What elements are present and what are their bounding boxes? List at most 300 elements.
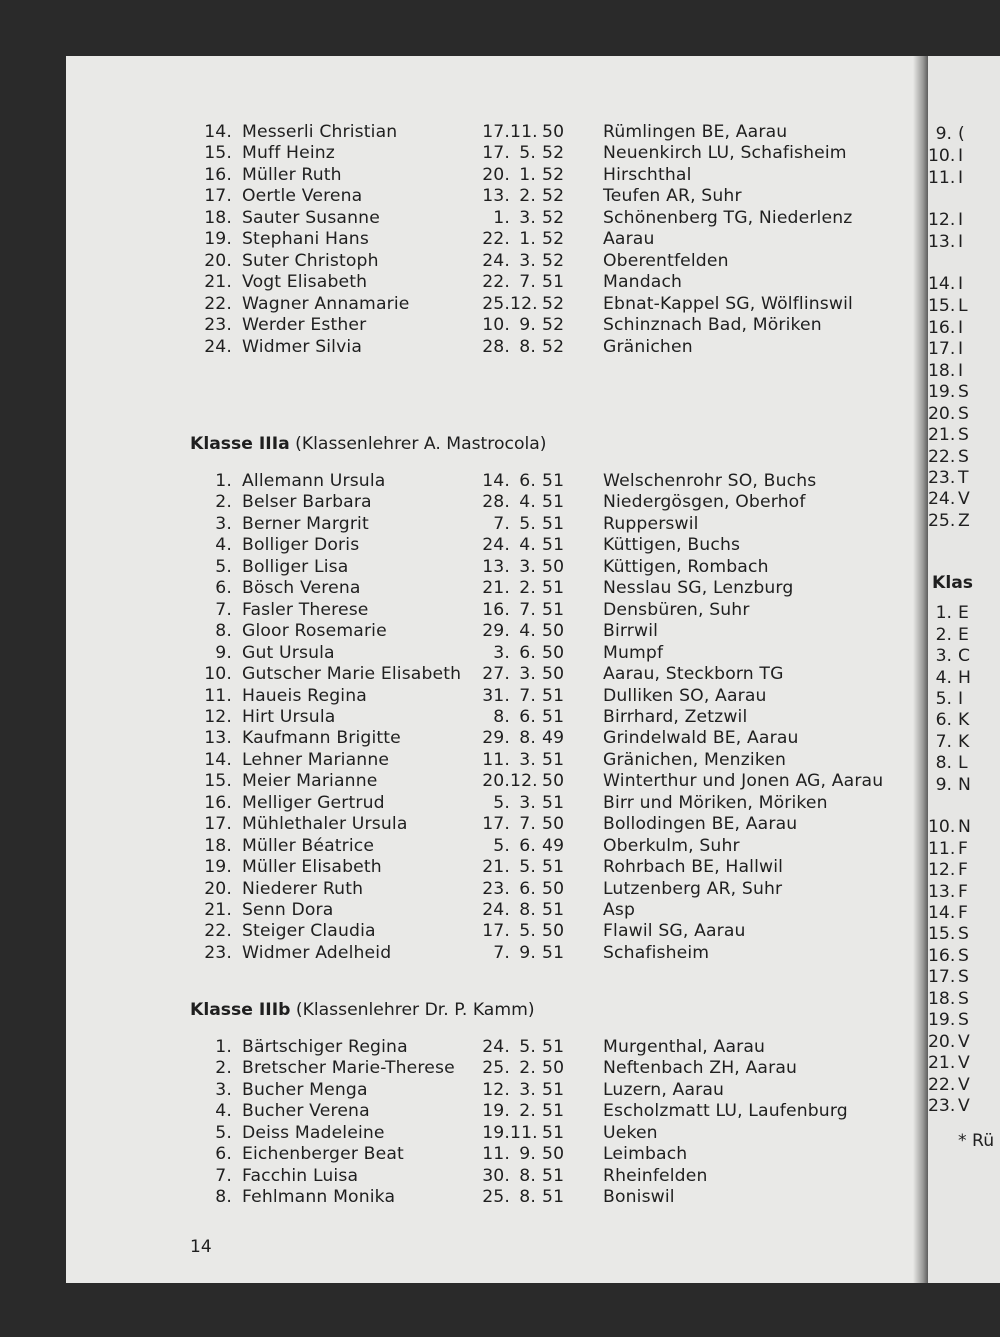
entry-number: 19. — [204, 229, 232, 250]
right-entry-number: 1. — [935, 603, 952, 623]
entry-name: Fehlmann Monika — [242, 1187, 396, 1208]
list-item — [190, 920, 922, 942]
entry-birth-day: 12. — [482, 1079, 510, 1100]
right-entry-number: 10. — [928, 817, 956, 837]
entry-number: 12. — [204, 706, 232, 727]
entry-name: Oertle Verena — [242, 186, 363, 207]
entry-birth-year: 51 — [542, 599, 565, 620]
entry-birth-year: 50 — [542, 771, 565, 792]
entry-birth-month: 9. — [519, 315, 536, 336]
entry-place: Boniswil — [603, 1187, 675, 1208]
entry-number: 16. — [204, 164, 232, 185]
entry-birth-month: 3. — [519, 1079, 536, 1100]
entry-number: 19. — [204, 857, 232, 878]
entry-number: 22. — [204, 293, 232, 314]
entry-place: Niedergösgen, Oberhof — [603, 492, 806, 513]
right-entry-text: V — [958, 1053, 970, 1073]
right-entry-text: S — [958, 404, 969, 424]
entry-birth-day: 24. — [482, 1037, 510, 1057]
entry-place: Aarau — [603, 229, 655, 250]
list-item — [190, 314, 922, 336]
right-entry-text: I — [958, 210, 964, 230]
entry-place: Lutzenberg AR, Suhr — [603, 878, 783, 899]
entry-place: Schönenberg TG, Niederlenz — [603, 207, 853, 228]
entry-name: Senn Dora — [242, 900, 334, 920]
entry-birth-day: 1. — [493, 207, 510, 228]
list-item — [190, 491, 922, 513]
entry-birth-year: 50 — [542, 878, 565, 899]
entry-birth-day: 23. — [482, 878, 510, 899]
entry-birth-day: 17. — [482, 143, 510, 164]
entry-birth-month: 3. — [519, 664, 536, 685]
list-item — [190, 185, 922, 207]
entry-birth-month: 3. — [519, 749, 536, 770]
entry-name: Muff Heinz — [242, 143, 335, 164]
list-item — [190, 770, 922, 792]
entry-birth-year: 51 — [542, 1122, 565, 1143]
class-heading-teacher: (Klassenlehrer A. Mastrocola) — [289, 434, 547, 454]
entry-birth-day: 22. — [482, 229, 510, 250]
right-page-fragment — [928, 56, 1000, 1283]
entry-birth-day: 20. — [482, 771, 510, 792]
entry-birth-year: 52 — [542, 293, 565, 314]
entry-birth-day: 7. — [493, 513, 510, 534]
class-heading — [190, 433, 546, 455]
right-entry-number: 20. — [928, 1032, 956, 1052]
entry-number: 22. — [204, 921, 232, 942]
entry-place: Bollodingen BE, Aarau — [603, 814, 798, 835]
right-entry-number: 12. — [928, 860, 956, 880]
right-entry-number: 20. — [928, 404, 956, 424]
entry-number: 21. — [204, 272, 232, 293]
entry-place: Ebnat-Kappel SG, Wölflinswil — [603, 293, 853, 314]
entry-name: Werder Esther — [242, 315, 367, 336]
entry-birth-month: 6. — [519, 835, 536, 856]
right-entry-number: 12. — [928, 210, 956, 230]
right-entry-number: 17. — [928, 339, 956, 359]
entry-birth-year: 51 — [542, 900, 565, 920]
entry-place: Oberkulm, Suhr — [603, 835, 740, 856]
entry-place: Oberentfelden — [603, 250, 729, 271]
entry-place: Neuenkirch LU, Schafisheim — [603, 143, 847, 164]
right-entry-text: F — [958, 860, 968, 880]
entry-birth-day: 28. — [482, 492, 510, 513]
entry-birth-year: 52 — [542, 229, 565, 250]
entry-birth-year: 51 — [542, 685, 565, 706]
entry-birth-day: 14. — [482, 471, 510, 491]
class-heading-title: Klasse IIIa — [190, 434, 290, 454]
entry-name: Sauter Susanne — [242, 207, 380, 228]
entry-name: Wagner Annamarie — [242, 293, 410, 314]
entry-birth-month: 3. — [519, 556, 536, 577]
right-entry-text: I — [958, 232, 964, 252]
entry-birth-year: 51 — [542, 471, 565, 491]
entry-place: Flawil SG, Aarau — [603, 921, 746, 942]
entry-place: Schinznach Bad, Möriken — [603, 315, 822, 336]
entry-birth-month: 5. — [519, 857, 536, 878]
entry-name: Bolliger Lisa — [242, 556, 349, 577]
entry-birth-month: 3. — [519, 250, 536, 271]
entry-birth-day: 13. — [482, 556, 510, 577]
entry-place: Rupperswil — [603, 513, 699, 534]
entry-birth-year: 52 — [542, 164, 565, 185]
right-entry-text: F — [958, 839, 968, 859]
entry-birth-day: 5. — [493, 835, 510, 856]
entry-birth-day: 29. — [482, 621, 510, 642]
entry-place: Küttigen, Buchs — [603, 535, 741, 556]
entry-number: 8. — [215, 621, 232, 642]
right-entry-text: V — [958, 1075, 970, 1095]
entry-place: Mandach — [603, 272, 683, 293]
right-entry-number: 4. — [935, 668, 952, 688]
entry-name: Gut Ursula — [242, 642, 335, 663]
entry-place: Teufen AR, Suhr — [603, 186, 742, 207]
entry-birth-month: 3. — [519, 792, 536, 813]
entry-number: 7. — [215, 1165, 232, 1186]
entry-birth-year: 50 — [542, 556, 565, 577]
left-page — [66, 56, 922, 1283]
entry-number: 8. — [215, 1187, 232, 1208]
right-entry-number: 16. — [928, 946, 956, 966]
entry-birth-day: 28. — [482, 336, 510, 357]
entry-birth-year: 51 — [542, 1165, 565, 1186]
entry-name: Deiss Madeleine — [242, 1122, 385, 1143]
list-item — [190, 899, 922, 921]
entry-birth-year: 49 — [542, 835, 565, 856]
entry-name: Berner Margrit — [242, 513, 369, 534]
list-item — [190, 250, 922, 272]
entry-number: 6. — [215, 1144, 232, 1165]
list-item — [190, 513, 922, 535]
entry-place: Schafisheim — [603, 942, 710, 963]
right-entry-number: 14. — [928, 903, 956, 923]
list-item — [190, 293, 922, 315]
entry-birth-month: 2. — [519, 186, 536, 207]
entry-birth-year: 52 — [542, 143, 565, 164]
entry-birth-month: 6. — [519, 471, 536, 491]
entry-name: Widmer Silvia — [242, 336, 363, 357]
entry-name: Bucher Menga — [242, 1079, 368, 1100]
right-entry-text: S — [958, 1010, 969, 1030]
right-entry-number: 19. — [928, 1010, 956, 1030]
list-item — [190, 121, 922, 143]
entry-birth-month: 2. — [519, 1058, 536, 1079]
entry-birth-year: 52 — [542, 186, 565, 207]
entry-name: Haueis Regina — [242, 685, 367, 706]
right-entry-text: S — [958, 425, 969, 445]
entry-birth-year: 50 — [542, 642, 565, 663]
entry-birth-year: 51 — [542, 857, 565, 878]
list-item — [190, 577, 922, 599]
right-entry-number: 8. — [935, 753, 952, 773]
entry-name: Bösch Verena — [242, 578, 361, 599]
entry-birth-month: 7. — [519, 814, 536, 835]
entry-birth-year: 50 — [542, 621, 565, 642]
entry-place: Densbüren, Suhr — [603, 599, 750, 620]
entry-name: Müller Ruth — [242, 164, 342, 185]
entry-place: Winterthur und Jonen AG, Aarau — [603, 771, 884, 792]
entry-name: Mühlethaler Ursula — [242, 814, 408, 835]
entry-birth-year: 51 — [542, 513, 565, 534]
entry-birth-year: 51 — [542, 1187, 565, 1208]
entry-number: 3. — [215, 1079, 232, 1100]
entry-birth-year: 51 — [542, 1037, 565, 1057]
right-entry-text: I — [958, 361, 964, 381]
entry-birth-year: 51 — [542, 272, 565, 293]
entry-name: Niederer Ruth — [242, 878, 364, 899]
entry-birth-month: 12. — [510, 771, 538, 792]
right-entry-number: 25. — [928, 511, 956, 531]
list-item — [190, 727, 922, 749]
entry-name: Allemann Ursula — [242, 471, 386, 491]
entry-place: Hirschthal — [603, 164, 692, 185]
entry-birth-month: 1. — [519, 229, 536, 250]
right-entry-number: 16. — [928, 318, 956, 338]
entry-birth-day: 13. — [482, 186, 510, 207]
list-item — [190, 228, 922, 250]
right-entry-number: 24. — [928, 489, 956, 509]
entry-name: Kaufmann Brigitte — [242, 728, 401, 749]
list-item — [190, 1057, 922, 1079]
entry-birth-day: 22. — [482, 272, 510, 293]
entry-birth-day: 24. — [482, 535, 510, 556]
entry-name: Hirt Ursula — [242, 706, 336, 727]
entry-number: 20. — [204, 250, 232, 271]
entry-number: 1. — [215, 1037, 232, 1057]
entry-birth-month: 5. — [519, 921, 536, 942]
entry-birth-month: 9. — [519, 942, 536, 963]
entry-name: Vogt Elisabeth — [242, 272, 368, 293]
entry-birth-month: 4. — [519, 535, 536, 556]
entry-birth-year: 50 — [542, 814, 565, 835]
entry-place: Asp — [603, 900, 636, 920]
entry-birth-day: 30. — [482, 1165, 510, 1186]
entry-birth-year: 51 — [542, 792, 565, 813]
entry-name: Müller Béatrice — [242, 835, 375, 856]
entry-name: Messerli Christian — [242, 122, 398, 142]
right-entry-text: V — [958, 1032, 970, 1052]
entry-birth-day: 8. — [493, 706, 510, 727]
entry-birth-day: 20. — [482, 164, 510, 185]
list-item — [190, 556, 922, 578]
right-entry-text: K — [958, 732, 970, 752]
right-class-heading: Klas — [932, 573, 974, 593]
entry-number: 10. — [204, 664, 232, 685]
right-entry-text: F — [958, 882, 968, 902]
entry-birth-day: 17. — [482, 921, 510, 942]
entry-name: Meier Marianne — [242, 771, 378, 792]
entry-birth-day: 31. — [482, 685, 510, 706]
right-entry-number: 22. — [928, 447, 956, 467]
entry-birth-year: 51 — [542, 1101, 565, 1122]
right-entry-number: 23. — [928, 1096, 956, 1116]
entry-birth-month: 7. — [519, 685, 536, 706]
entry-birth-month: 5. — [519, 1037, 536, 1057]
list-item — [190, 207, 922, 229]
right-entry-text: I — [958, 168, 964, 188]
entry-name: Gloor Rosemarie — [242, 621, 387, 642]
entry-name: Gutscher Marie Elisabeth — [242, 664, 462, 685]
list-item — [190, 856, 922, 878]
entry-number: 18. — [204, 835, 232, 856]
entry-number: 2. — [215, 1058, 232, 1079]
entry-birth-month: 1. — [519, 164, 536, 185]
entry-birth-month: 2. — [519, 578, 536, 599]
list-item — [190, 271, 922, 293]
entry-birth-day: 25. — [482, 1187, 510, 1208]
list-item — [190, 642, 922, 664]
right-entry-number: 15. — [928, 924, 956, 944]
entry-birth-year: 51 — [542, 749, 565, 770]
entry-birth-month: 3. — [519, 207, 536, 228]
entry-birth-month: 11. — [510, 122, 538, 142]
entry-name: Müller Elisabeth — [242, 857, 382, 878]
entry-number: 15. — [204, 771, 232, 792]
entry-number: 1. — [215, 471, 232, 491]
entry-number: 21. — [204, 900, 232, 920]
entry-birth-month: 6. — [519, 878, 536, 899]
right-entry-text: E — [958, 625, 969, 645]
entry-name: Bretscher Marie-Therese — [242, 1058, 455, 1079]
right-entry-text: S — [958, 967, 969, 987]
entry-name: Steiger Claudia — [242, 921, 376, 942]
entry-birth-day: 17. — [482, 122, 510, 142]
entry-place: Neftenbach ZH, Aarau — [603, 1058, 798, 1079]
entry-number: 14. — [204, 122, 232, 142]
entry-birth-year: 50 — [542, 921, 565, 942]
right-entry-text: I — [958, 274, 964, 294]
entry-birth-year: 52 — [542, 336, 565, 357]
right-entry-number: 14. — [928, 274, 956, 294]
entry-birth-year: 51 — [542, 706, 565, 727]
entry-place: Luzern, Aarau — [603, 1079, 725, 1100]
entry-number: 3. — [215, 513, 232, 534]
right-entry-number: 7. — [935, 732, 952, 752]
entry-birth-day: 21. — [482, 857, 510, 878]
entry-number: 9. — [215, 642, 232, 663]
entry-birth-year: 50 — [542, 1058, 565, 1079]
right-entry-text: S — [958, 946, 969, 966]
right-entry-text: C — [958, 646, 971, 666]
entry-birth-year: 51 — [542, 1079, 565, 1100]
entry-birth-month: 11. — [510, 1122, 538, 1143]
entry-number: 23. — [204, 942, 232, 963]
entry-birth-month: 4. — [519, 621, 536, 642]
list-item — [190, 470, 922, 492]
entry-birth-month: 7. — [519, 272, 536, 293]
entry-name: Eichenberger Beat — [242, 1144, 404, 1165]
entry-birth-year: 52 — [542, 207, 565, 228]
entry-birth-year: 51 — [542, 578, 565, 599]
entry-birth-day: 24. — [482, 250, 510, 271]
list-item — [190, 620, 922, 642]
list-item — [190, 336, 922, 358]
list-item — [190, 1143, 922, 1165]
right-entry-number: 9. — [935, 124, 952, 144]
entry-birth-day: 7. — [493, 942, 510, 963]
right-entry-number: 10. — [928, 146, 956, 166]
entry-birth-day: 19. — [482, 1101, 510, 1122]
entry-place: Escholzmatt LU, Laufenburg — [603, 1101, 848, 1122]
entry-place: Birrhard, Zetzwil — [603, 706, 748, 727]
right-entry-text: F — [958, 903, 968, 923]
entry-birth-month: 9. — [519, 1144, 536, 1165]
right-entry-number: 3. — [935, 646, 952, 666]
entry-birth-month: 4. — [519, 492, 536, 513]
entry-place: Aarau, Steckborn TG — [603, 664, 784, 685]
entry-birth-day: 25. — [482, 1058, 510, 1079]
entry-birth-day: 11. — [482, 749, 510, 770]
entry-birth-day: 24. — [482, 900, 510, 920]
entry-birth-year: 52 — [542, 250, 565, 271]
entry-number: 15. — [204, 143, 232, 164]
list-item — [190, 706, 922, 728]
entry-place: Rohrbach BE, Hallwil — [603, 857, 784, 878]
right-entry-number: 6. — [935, 710, 952, 730]
entry-birth-day: 16. — [482, 599, 510, 620]
entry-number: 16. — [204, 792, 232, 813]
right-entry-text: L — [958, 753, 968, 773]
entry-birth-day: 17. — [482, 814, 510, 835]
right-footnote: * Rü — [958, 1131, 995, 1151]
right-entry-number: 11. — [928, 839, 956, 859]
right-entry-text: V — [958, 489, 970, 509]
entry-number: 24. — [204, 336, 232, 357]
entry-place: Nesslau SG, Lenzburg — [603, 578, 794, 599]
list-item — [190, 599, 922, 621]
entry-birth-year: 51 — [542, 942, 565, 963]
right-entry-text: I — [958, 339, 964, 359]
list-item — [190, 1186, 922, 1208]
entry-birth-month: 2. — [519, 1101, 536, 1122]
right-entry-text: ( — [958, 124, 965, 144]
right-entry-text: S — [958, 447, 969, 467]
entry-place: Birrwil — [603, 621, 659, 642]
list-item — [190, 164, 922, 186]
student-list — [190, 56, 922, 1283]
entry-number: 13. — [204, 728, 232, 749]
right-entry-number: 15. — [928, 296, 956, 316]
list-item — [190, 1036, 922, 1058]
entry-number: 14. — [204, 749, 232, 770]
entry-birth-month: 8. — [519, 728, 536, 749]
entry-birth-month: 5. — [519, 143, 536, 164]
entry-place: Gränichen — [603, 336, 693, 357]
entry-birth-day: 19. — [482, 1122, 510, 1143]
right-entry-text: T — [958, 468, 969, 488]
right-entry-text: E — [958, 603, 969, 623]
right-entry-text: V — [958, 1096, 970, 1116]
right-entry-text: N — [958, 817, 971, 837]
right-entry-number: 18. — [928, 361, 956, 381]
right-entry-number: 11. — [928, 168, 956, 188]
entry-number: 18. — [204, 207, 232, 228]
right-entry-number: 18. — [928, 989, 956, 1009]
list-item — [190, 1100, 922, 1122]
entry-number: 5. — [215, 1122, 232, 1143]
entry-birth-day: 11. — [482, 1144, 510, 1165]
entry-birth-year: 52 — [542, 315, 565, 336]
entry-birth-day: 21. — [482, 578, 510, 599]
right-entry-number: 13. — [928, 882, 956, 902]
entry-number: 4. — [215, 535, 232, 556]
list-item — [190, 792, 922, 814]
entry-number: 4. — [215, 1101, 232, 1122]
class-heading-title: Klasse IIIb — [190, 1000, 291, 1020]
entry-birth-year: 51 — [542, 492, 565, 513]
list-item — [190, 835, 922, 857]
entry-name: Melliger Gertrud — [242, 792, 385, 813]
